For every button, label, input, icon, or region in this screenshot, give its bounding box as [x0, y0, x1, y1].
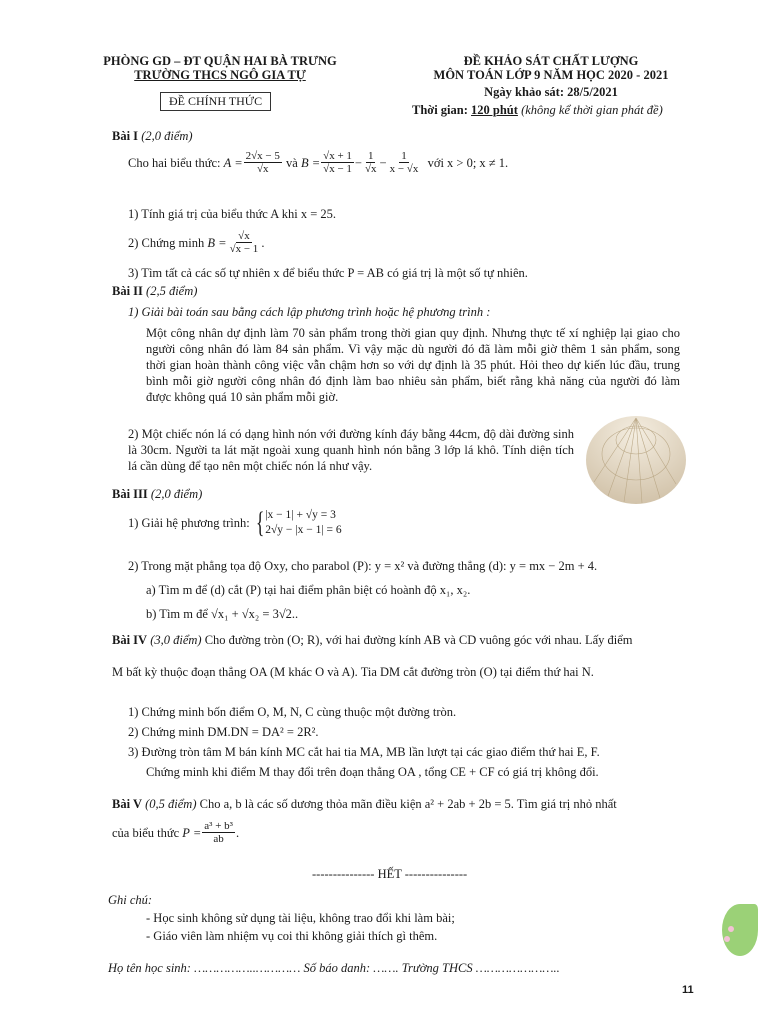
leaf-decoration [722, 904, 758, 956]
bai5-intro [112, 796, 617, 812]
expr-b-f1-num: √x + 1 [323, 150, 352, 162]
end-marker: --------------- HẾT --------------- [312, 867, 468, 881]
bai3-qb: b) Tìm m để √x₁ + √x₂ = 3√2.. [146, 607, 299, 621]
system-line-2: 2√y − |x − 1| = 6 [265, 524, 342, 536]
bai5-p-fraction [202, 820, 235, 845]
expr-a-lhs: A = [223, 155, 243, 170]
bai1-q2-num: √x [238, 230, 250, 242]
expr-b-frac1 [321, 150, 354, 175]
bai1-title: Bài I [112, 129, 139, 143]
header-school: TRƯỜNG THCS NGÔ GIA TỰ [134, 68, 306, 82]
conical-hat-illustration [584, 410, 688, 506]
bai1-q3: 3) Tìm tất cả các số tự nhiên x để biểu thức P = AB có giá trị là một số tự nhiên. [128, 266, 528, 280]
bai3-q2: 2) Trong mặt phẳng tọa độ Oxy, cho parabol (P): y = x² và đường thẳng (d): y = mx − 2m + 4. [128, 559, 598, 573]
expr-a-num: 2√x − 5 [245, 150, 280, 162]
bai3-points: (2,0 điểm) [150, 487, 203, 501]
expr-b-f3-den: x − √x [389, 163, 419, 175]
bai3-qa: a) Tìm m để (d) cắt (P) tại hai điểm phân biệt có hoành độ x₁, x₂. [146, 583, 471, 597]
bai1-q2-text: 2) Chứng minh [128, 235, 205, 250]
bai4-q3b: Chứng minh khi điểm M thay đổi trên đoạn thẳng OA , tổng CE + CF có giá trị không đổi. [146, 765, 599, 779]
official-stamp: ĐỀ CHÍNH THỨC [160, 92, 271, 111]
exam-date: Ngày khảo sát: 28/5/2021 [484, 85, 618, 99]
bai1-heading [112, 128, 193, 144]
bai2-title: Bài II [112, 284, 143, 298]
brace-symbol: { [255, 506, 265, 539]
bai1-expressions: Cho hai biểu thức: A = $\frac{2√x - 5}{√x}$ và B = $\frac{√x + 1}{√x - 1}$ − $\frac{1}{√x}$ − $\frac{1}{x - √x}$ với x > 0; x ≠ 1. [128, 150, 509, 175]
expr-b-frac3 [388, 150, 421, 175]
note-line-2: - Giáo viên làm nhiệm vụ coi thi không giải thích gì thêm. [146, 929, 438, 943]
exam-time [412, 102, 663, 118]
bai2-points: (2,5 điểm) [146, 284, 198, 298]
expr-a-den: √x [256, 163, 269, 175]
bai1-q2: 2) Chứng minh B = $\frac{√x}{√x - 1}$ . [128, 230, 265, 255]
page-number: 11 [682, 984, 694, 996]
bai4-intro-line1 [112, 632, 633, 648]
header-dept: PHÒNG GD – ĐT QUẬN HAI BÀ TRƯNG [103, 54, 337, 68]
bai3-title: Bài III [112, 487, 148, 501]
time-note: (không kể thời gian phát đề) [517, 103, 663, 117]
bai5-expression: của biểu thức P = $\frac{\text{a³ + b³}}{ab}$ . [112, 820, 240, 845]
equation-system [253, 508, 342, 538]
time-label: Thời gian: [412, 103, 472, 117]
bai5-expr-text: của biểu thức [112, 825, 180, 840]
expr-b-f2-num: 1 [367, 150, 374, 162]
bai5-intro-text: Cho a, b là các số dương thỏa mãn điều kiện a² + 2ab + 2b = 5. Tìm giá trị nhỏ nhất [196, 797, 617, 811]
bai3-q1 [128, 508, 342, 538]
bai4-points: (3,0 điểm) [150, 633, 202, 647]
bai2-q1-body: Một công nhân dự định làm 70 sản phẩm trong thời gian quy định. Nhưng thực tế xí nghiệp lại giao cho người công nhân đó làm 84 sản phẩm. Vì vậy mặc dù người đó đã làm mỗi giờ thêm 1 sản phẩm, song thời gian hoàn thành công việc vẫn chậm hơn so với dự định là 35 phút. Hỏi theo dự kiến lúc đầu, trung bình mỗi giờ người công nhân đó định làm bao nhiêu sản phẩm, biết rằng khả năng của người đó làm được không quá 10 sản phẩm mỗi giờ. [146, 326, 680, 404]
bai4-q3a: 3) Đường tròn tâm M bán kính MC cắt hai tia MA, MB lần lượt tại các giao điểm thứ hai E, F. [128, 745, 600, 759]
bai3-q1-text: 1) Giải hệ phương trình: [128, 516, 250, 530]
bai1-q2-fraction [228, 230, 261, 255]
bai1-q2-lhs: B = [207, 235, 227, 250]
bai5-p-lhs: P = [182, 825, 202, 840]
bai1-intro: Cho hai biểu thức: [128, 155, 221, 170]
expr-b-f3-num: 1 [401, 150, 407, 162]
bai2-q1-title: 1) Giải bài toán sau bằng cách lập phương trình hoặc hệ phương trình : [128, 305, 491, 319]
expr-a-fraction [244, 150, 282, 175]
bai1-q2-den: √x − 1 [229, 243, 259, 255]
note-title: Ghi chú: [108, 893, 153, 907]
bai5-title: Bài V [112, 797, 142, 811]
bai4-q1: 1) Chứng minh bốn điểm O, M, N, C cùng thuộc một đường tròn. [128, 705, 457, 719]
system-line-1: |x − 1| + √y = 3 [265, 509, 336, 521]
bai4-intro-line2: M bất kỳ thuộc đoạn thẳng OA (M khác O và A). Tia DM cắt đường tròn (O) tại điểm thứ hai N. [112, 665, 594, 679]
bai3-heading [112, 486, 202, 502]
expr-b-f2-den: √x [364, 163, 377, 175]
note-line-1: - Học sinh không sử dụng tài liệu, không trao đổi khi làm bài; [146, 911, 455, 925]
bai1-condition: với x > 0; x ≠ 1. [427, 155, 509, 170]
time-value: 120 phút [471, 103, 518, 117]
bai4-intro1: Cho đường tròn (O; R), với hai đường kính AB và CD vuông góc với nhau. Lấy điểm [201, 633, 633, 647]
and-word: và [286, 155, 298, 170]
exam-title: ĐỀ KHẢO SÁT CHẤT LƯỢNG [463, 54, 639, 68]
bai4-q2: 2) Chứng minh DM.DN = DA² = 2R². [128, 725, 319, 739]
bai5-p-num: a³ + b³ [204, 820, 233, 832]
expr-b-frac2 [363, 150, 379, 175]
bai2-q2: 2) Một chiếc nón lá có dạng hình nón với đường kính đáy bằng 44cm, độ dài đường sinh là 30cm. Người ta lát mặt ngoài xung quanh hình nón bằng 3 lớp lá khô. Tính diện tích lá cần dùng để tạo nên một chiếc nón lá như vậy. [128, 427, 574, 473]
bai2-heading [112, 283, 197, 299]
exam-subject: MÔN TOÁN LỚP 9 NĂM HỌC 2020 - 2021 [433, 68, 669, 82]
bai1-q1: 1) Tính giá trị của biểu thức A khi x = 25. [128, 207, 337, 221]
bai5-p-den: ab [213, 833, 224, 845]
bai5-points: (0,5 điểm) [145, 797, 197, 811]
expr-b-f1-den: √x − 1 [323, 163, 352, 175]
expr-b-lhs: B = [300, 155, 321, 170]
bai4-title: Bài IV [112, 633, 148, 647]
bai1-points: (2,0 điểm) [141, 129, 193, 143]
student-info-line: Họ tên học sinh: ……………..………… Số báo danh: ……. Trường THCS ………………….. [108, 961, 560, 975]
